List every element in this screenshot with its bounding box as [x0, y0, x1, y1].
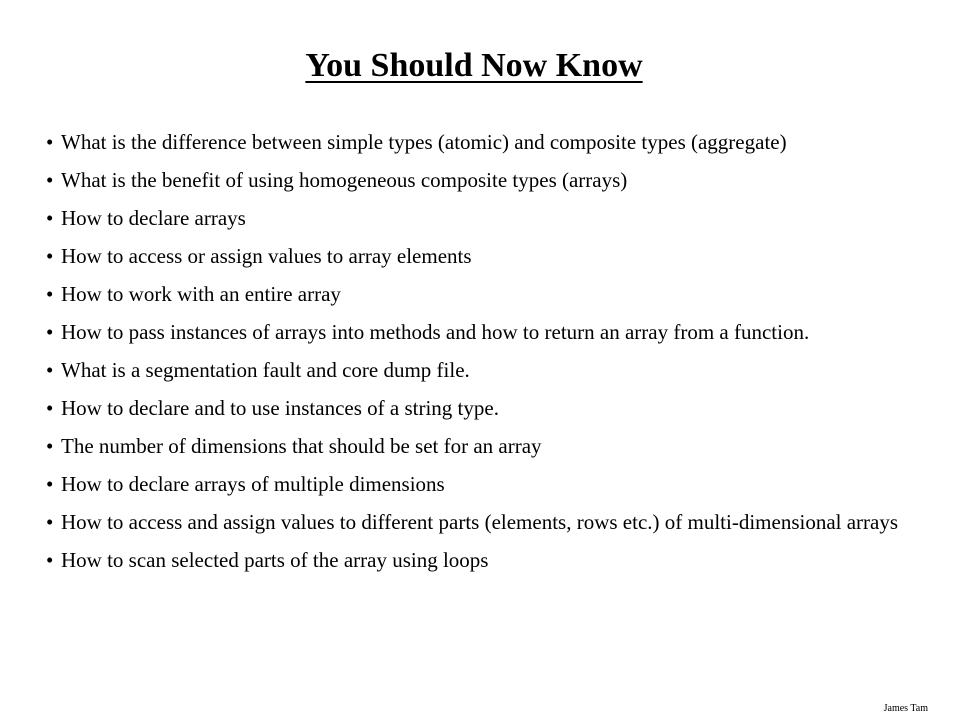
slide-title: You Should Now Know — [305, 47, 643, 84]
bullet-dot: • — [46, 130, 54, 154]
bullet-dot: • — [46, 358, 54, 382]
bullet-dot: • — [46, 510, 54, 534]
bullet-dot: • — [46, 472, 54, 496]
bullet-text: What is a segmentation fault and core dump file. — [61, 358, 470, 382]
bullet-text: How to scan selected parts of the array using loops — [61, 548, 489, 572]
bullet-dot: • — [46, 548, 54, 572]
bullet-text: How to work with an entire array — [61, 282, 341, 306]
bullet-dot: • — [46, 434, 54, 458]
bullet-item — [46, 394, 906, 423]
bullet-item — [46, 546, 906, 575]
bullet-item — [46, 242, 906, 271]
bullet-text: How to pass instances of arrays into methods and how to return an array from a function. — [61, 320, 810, 344]
bullet-text: The number of dimensions that should be set for an array — [61, 434, 542, 458]
bullet-item — [46, 204, 906, 233]
bullet-dot: • — [46, 206, 54, 230]
footer-author: James Tam — [883, 703, 928, 714]
bullet-item — [46, 128, 906, 157]
bullet-dot: • — [46, 396, 54, 420]
bullet-item — [46, 280, 906, 309]
bullet-item — [46, 508, 906, 537]
bullet-text: What is the difference between simple types (atomic) and composite types (aggregate) — [61, 130, 787, 154]
bullet-dot: • — [46, 244, 54, 268]
bullet-dot: • — [46, 320, 54, 344]
bullet-text: How to access or assign values to array elements — [61, 244, 472, 268]
bullet-dot: • — [46, 168, 54, 192]
bullet-item — [46, 470, 906, 499]
bullet-item — [46, 166, 906, 195]
bullet-item — [46, 432, 906, 461]
bullet-text: How to declare and to use instances of a string type. — [61, 396, 499, 420]
bullet-list — [46, 128, 906, 584]
bullet-text: What is the benefit of using homogeneous composite types (arrays) — [61, 168, 628, 192]
bullet-text: How to access and assign values to different parts (elements, rows etc.) of multi-dimensional arrays — [61, 510, 899, 534]
bullet-item — [46, 318, 906, 347]
bullet-text: How to declare arrays — [61, 206, 246, 230]
bullet-item — [46, 356, 906, 385]
bullet-dot: • — [46, 282, 54, 306]
bullet-text: How to declare arrays of multiple dimensions — [61, 472, 445, 496]
